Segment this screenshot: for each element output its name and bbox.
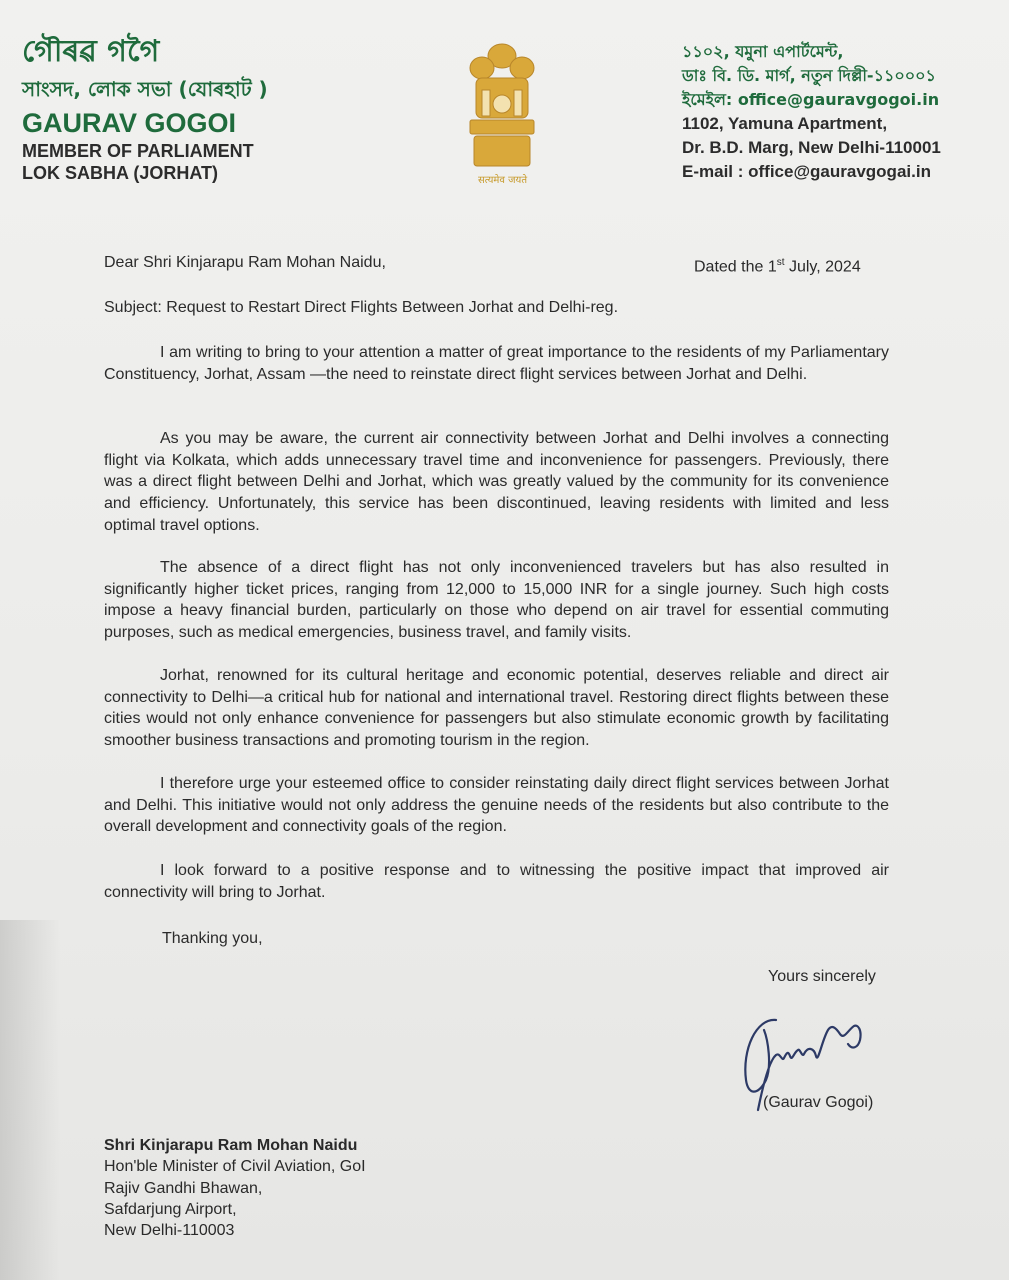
paragraph: The absence of a direct flight has not only inconvenienced travelers but has also resulted in significantly higher ticket prices, ranging from 12,000 to 15,000 INR for a single journey. Such high costs impose a heavy financial burden, particularly on those who depend on air travel for essential commuting purposes, such as medical emergencies, business travel, and family visits. (104, 559, 889, 642)
signatory-name: (Gaurav Gogoi) (763, 1094, 874, 1111)
address-line-2: Dr. B.D. Marg, New Delhi-110001 (682, 138, 941, 157)
letterhead-left (22, 34, 268, 184)
page-shadow (0, 920, 60, 1280)
emblem-motto: सत्यमेव जयते (477, 175, 528, 186)
salutation: Dear Shri Kinjarapu Ram Mohan Naidu, (104, 254, 386, 271)
recipient-address (104, 1135, 366, 1241)
paragraph: I look forward to a positive response and to witnessing the positive impact that improved air connectivity will bring to Jorhat. (104, 862, 889, 901)
bengali-designation: সাংসদ, লোক সভা (যোৰহাট ) (22, 77, 268, 101)
letter-date: Dated the 1st July, 2024 (694, 257, 861, 276)
recipient-name: Shri Kinjarapu Ram Mohan Naidu (104, 1137, 358, 1154)
constituency: LOK SABHA (JORHAT) (22, 163, 218, 183)
address-line-1: 1102, Yamuna Apartment, (682, 114, 888, 133)
national-emblem-icon (452, 38, 552, 188)
paragraph: Jorhat, renowned for its cultural heritage and economic potential, deserves reliable and direct air connectivity to Delhi—a critical hub for national and international travel. Restoring direct flights between these cities would not only enhance convenience for passengers but also stimulate economic growth by facilitating smoother business transactions and promoting tourism in the region. (104, 667, 889, 750)
paragraph: I am writing to bring to your attention a matter of great importance to the residents of my Parliamentary Constituency, Jorhat, Assam —the need to reinstate direct flight services between Jorhat and Delhi. (104, 344, 889, 383)
recipient-line: Safdarjung Airport, (104, 1200, 237, 1218)
thanks-line: Thanking you, (162, 930, 263, 947)
bengali-address-1: ১১০২, যমুনা এপাৰ্টমেন্ট, (682, 42, 844, 61)
bengali-email: ইমেইল: office@gauravgogoi.in (682, 90, 940, 109)
closing-line: Yours sincerely (768, 968, 876, 985)
recipient-line: Hon'ble Minister of Civil Aviation, GoI (104, 1158, 366, 1176)
recipient-line: Rajiv Gandhi Bhawan, (104, 1179, 263, 1197)
bengali-name: গৌৰৱ গগৈ (22, 34, 160, 69)
designation: MEMBER OF PARLIAMENT (22, 141, 254, 161)
recipient-line: New Delhi-110003 (104, 1222, 235, 1240)
english-name: GAURAV GOGOI (22, 108, 237, 138)
letterhead-right (682, 40, 941, 184)
email-line: E-mail : office@gauravgogai.in (682, 162, 931, 181)
subject-line: Subject: Request to Restart Direct Flights Between Jorhat and Delhi-reg. (104, 299, 619, 316)
paragraph: I therefore urge your esteemed office to consider reinstating daily direct flight services between Jorhat and Delhi. This initiative would not only address the genuine needs of the residents but also contribute to the overall development and connectivity goals of the region. (104, 775, 889, 836)
bengali-address-2: ডাঃ বি. ডি. মাৰ্গ, নতুন দিল্লী-১১০০০১ (682, 66, 936, 85)
paragraph: As you may be aware, the current air connectivity between Jorhat and Delhi involves a connecting flight via Kolkata, which adds unnecessary travel time and inconvenience for passengers. Previously, there was a direct flight between Delhi and Jorhat, which was greatly valued by the community for its convenience and efficiency. Unfortunately, this service has been discontinued, leaving residents with limited and less optimal travel options. (104, 430, 889, 534)
